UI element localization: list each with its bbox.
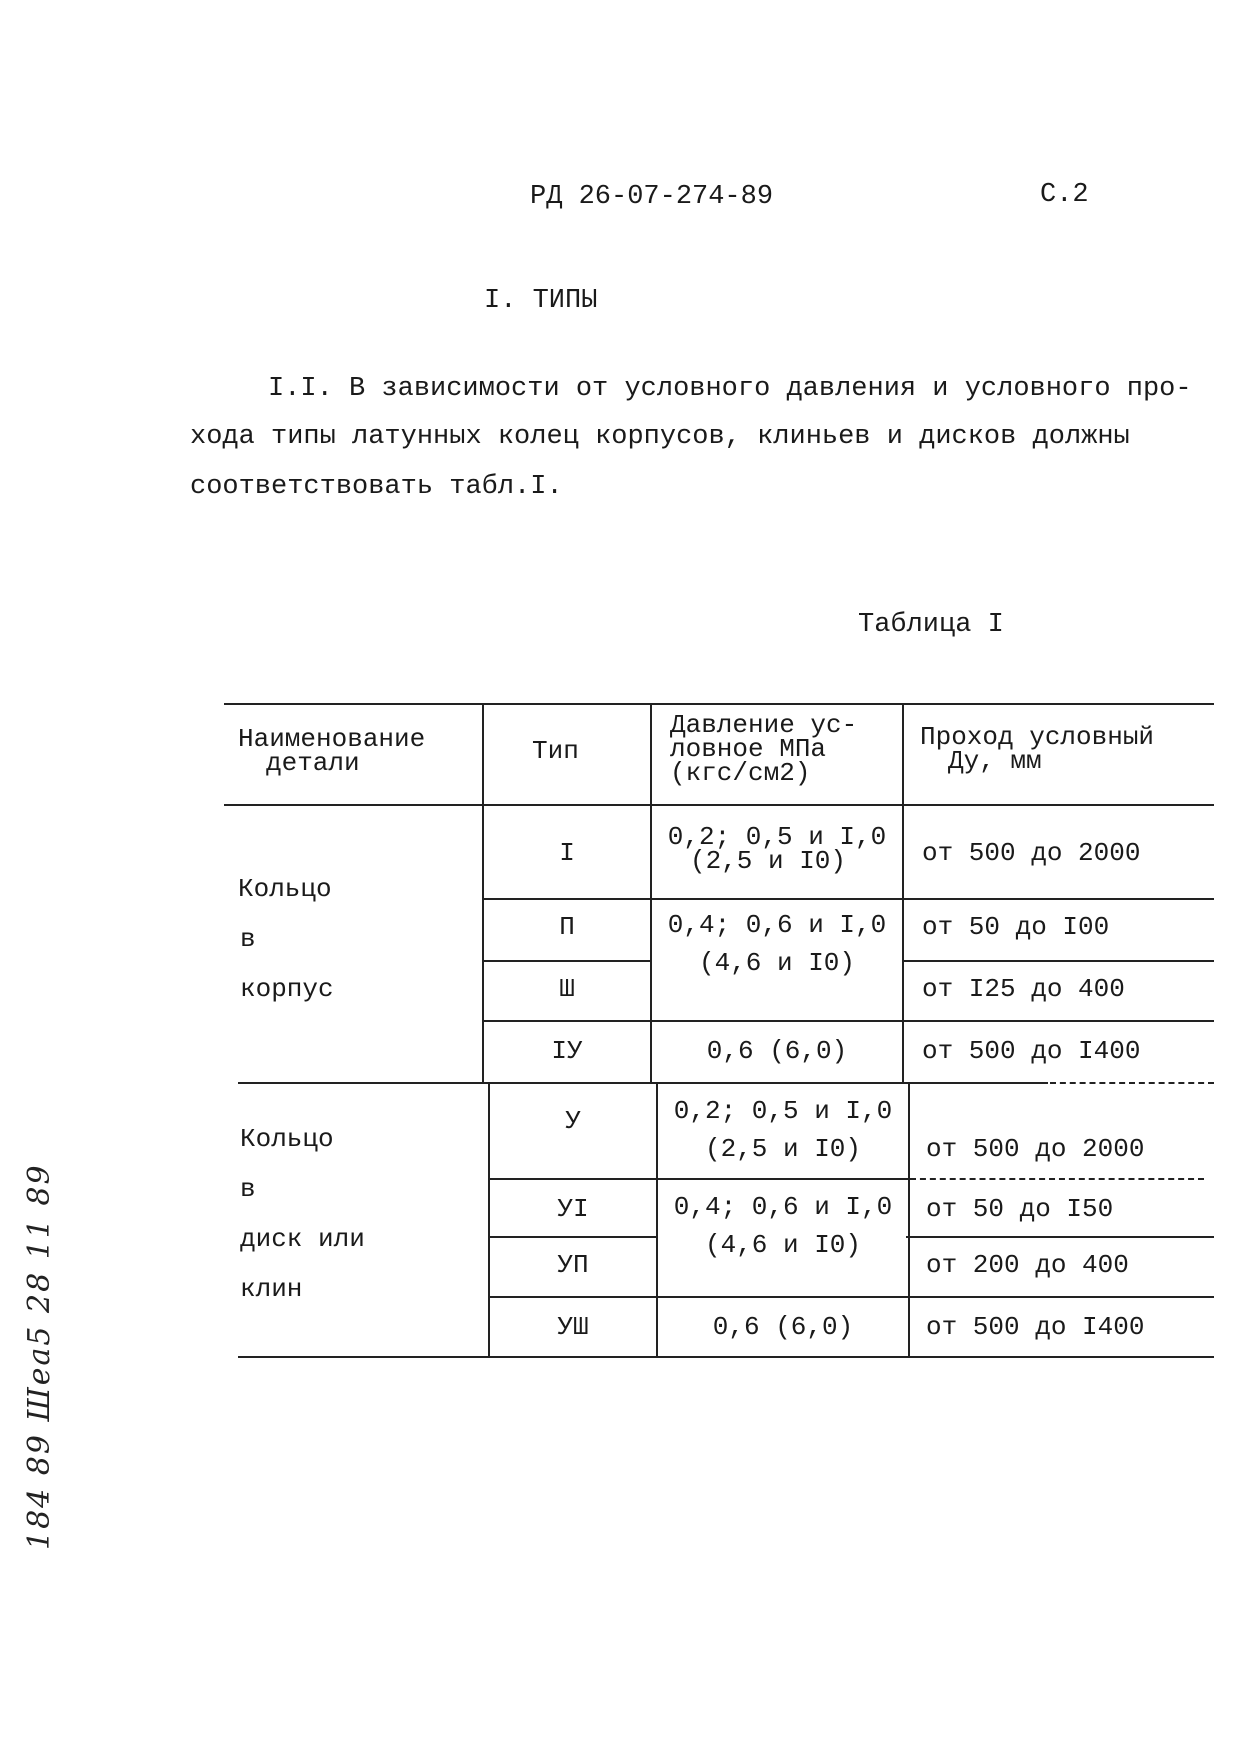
pressure-cell: 0,4; 0,6 и I,0	[673, 1192, 893, 1222]
passage-cell: от I25 до 400	[922, 974, 1125, 1004]
part-name: корпус	[240, 974, 334, 1004]
passage-cell: от 500 до I400	[922, 1036, 1141, 1066]
pressure-cell: (2,5 и I0)	[704, 1134, 862, 1164]
row-rule	[484, 960, 652, 962]
section-title: I. ТИПЫ	[484, 286, 598, 316]
row-rule	[904, 960, 1214, 962]
pressure-cell: (4,6 и I0)	[698, 948, 856, 978]
row-rule	[490, 1236, 658, 1238]
header-part-line-2: детали	[266, 748, 360, 778]
paragraph-line-1: I.I. В зависимости от условного давления и условного про-	[268, 374, 1192, 404]
row-rule	[906, 1236, 1214, 1238]
group-rule-dashed	[1050, 1082, 1214, 1084]
row-rule	[484, 898, 1214, 900]
part-name: в	[240, 1174, 256, 1204]
type-cell: УI	[557, 1194, 589, 1224]
passage-cell: от 50 до I00	[922, 912, 1110, 942]
part-name: в	[240, 924, 256, 954]
row-rule-dashed	[910, 1178, 1204, 1180]
part-name: Кольцо	[238, 874, 332, 904]
pressure-cell: 0,2; 0,5 и I,0	[673, 1096, 893, 1126]
type-cell: УШ	[557, 1312, 589, 1342]
table-caption: Таблица I	[858, 610, 1004, 640]
header-type: Тип	[532, 736, 579, 766]
paragraph-line-3: соответствовать табл.I.	[190, 472, 563, 502]
type-cell: Ш	[559, 974, 575, 1004]
pressure-cell: 0,6 (6,0)	[706, 1036, 848, 1066]
row-rule	[490, 1296, 1214, 1298]
passage-cell: от 500 до 2000	[922, 838, 1141, 868]
column-divider	[650, 703, 652, 1083]
column-divider	[482, 703, 484, 1083]
passage-cell: от 500 до I400	[926, 1312, 1145, 1342]
part-name: диск или	[240, 1224, 365, 1254]
column-divider	[908, 1082, 910, 1356]
header-pressure-line-3: (кгс/см2)	[670, 758, 811, 788]
type-cell: IУ	[551, 1036, 583, 1066]
pressure-cell: (4,6 и I0)	[704, 1230, 862, 1260]
header-bottom-rule	[224, 804, 1214, 806]
table-bottom-rule	[238, 1356, 1214, 1358]
header-passage-line-2: Ду, мм	[948, 746, 1042, 776]
passage-cell: от 500 до 2000	[926, 1134, 1145, 1164]
part-name: Кольцо	[240, 1124, 334, 1154]
passage-cell: от 200 до 400	[926, 1250, 1129, 1280]
column-divider	[902, 703, 904, 1083]
pressure-cell: 0,6 (6,0)	[712, 1312, 854, 1342]
page-number: С.2	[1040, 180, 1089, 210]
type-cell: УП	[557, 1250, 589, 1280]
paragraph-line-2: хода типы латунных колец корпусов, клиньев и дисков должны	[190, 422, 1130, 452]
header-passage-line-1: Проход условный	[920, 722, 1155, 752]
pressure-cell: 0,2; 0,5 и I,0	[667, 822, 887, 852]
pressure-cell: 0,4; 0,6 и I,0	[667, 910, 887, 940]
type-cell: У	[565, 1106, 581, 1136]
row-rule	[484, 1020, 1214, 1022]
document-code: РД 26-07-274-89	[530, 182, 774, 212]
passage-cell: от 50 до I50	[926, 1194, 1114, 1224]
header-pressure-line-1: Давление ус-	[670, 710, 858, 740]
header-part-line-1: Наименование	[238, 724, 426, 754]
part-name: клин	[240, 1274, 303, 1304]
handwritten-margin-note: 184 89 Шеа5 28 11 89	[22, 1163, 57, 1550]
table-top-rule	[224, 703, 1214, 705]
type-cell: П	[559, 912, 575, 942]
header-pressure-line-2: ловное МПа	[670, 734, 827, 764]
group-rule	[238, 1082, 1048, 1084]
pressure-cell: (2,5 и I0)	[689, 846, 847, 876]
row-rule	[490, 1178, 910, 1180]
type-cell: I	[559, 838, 575, 868]
